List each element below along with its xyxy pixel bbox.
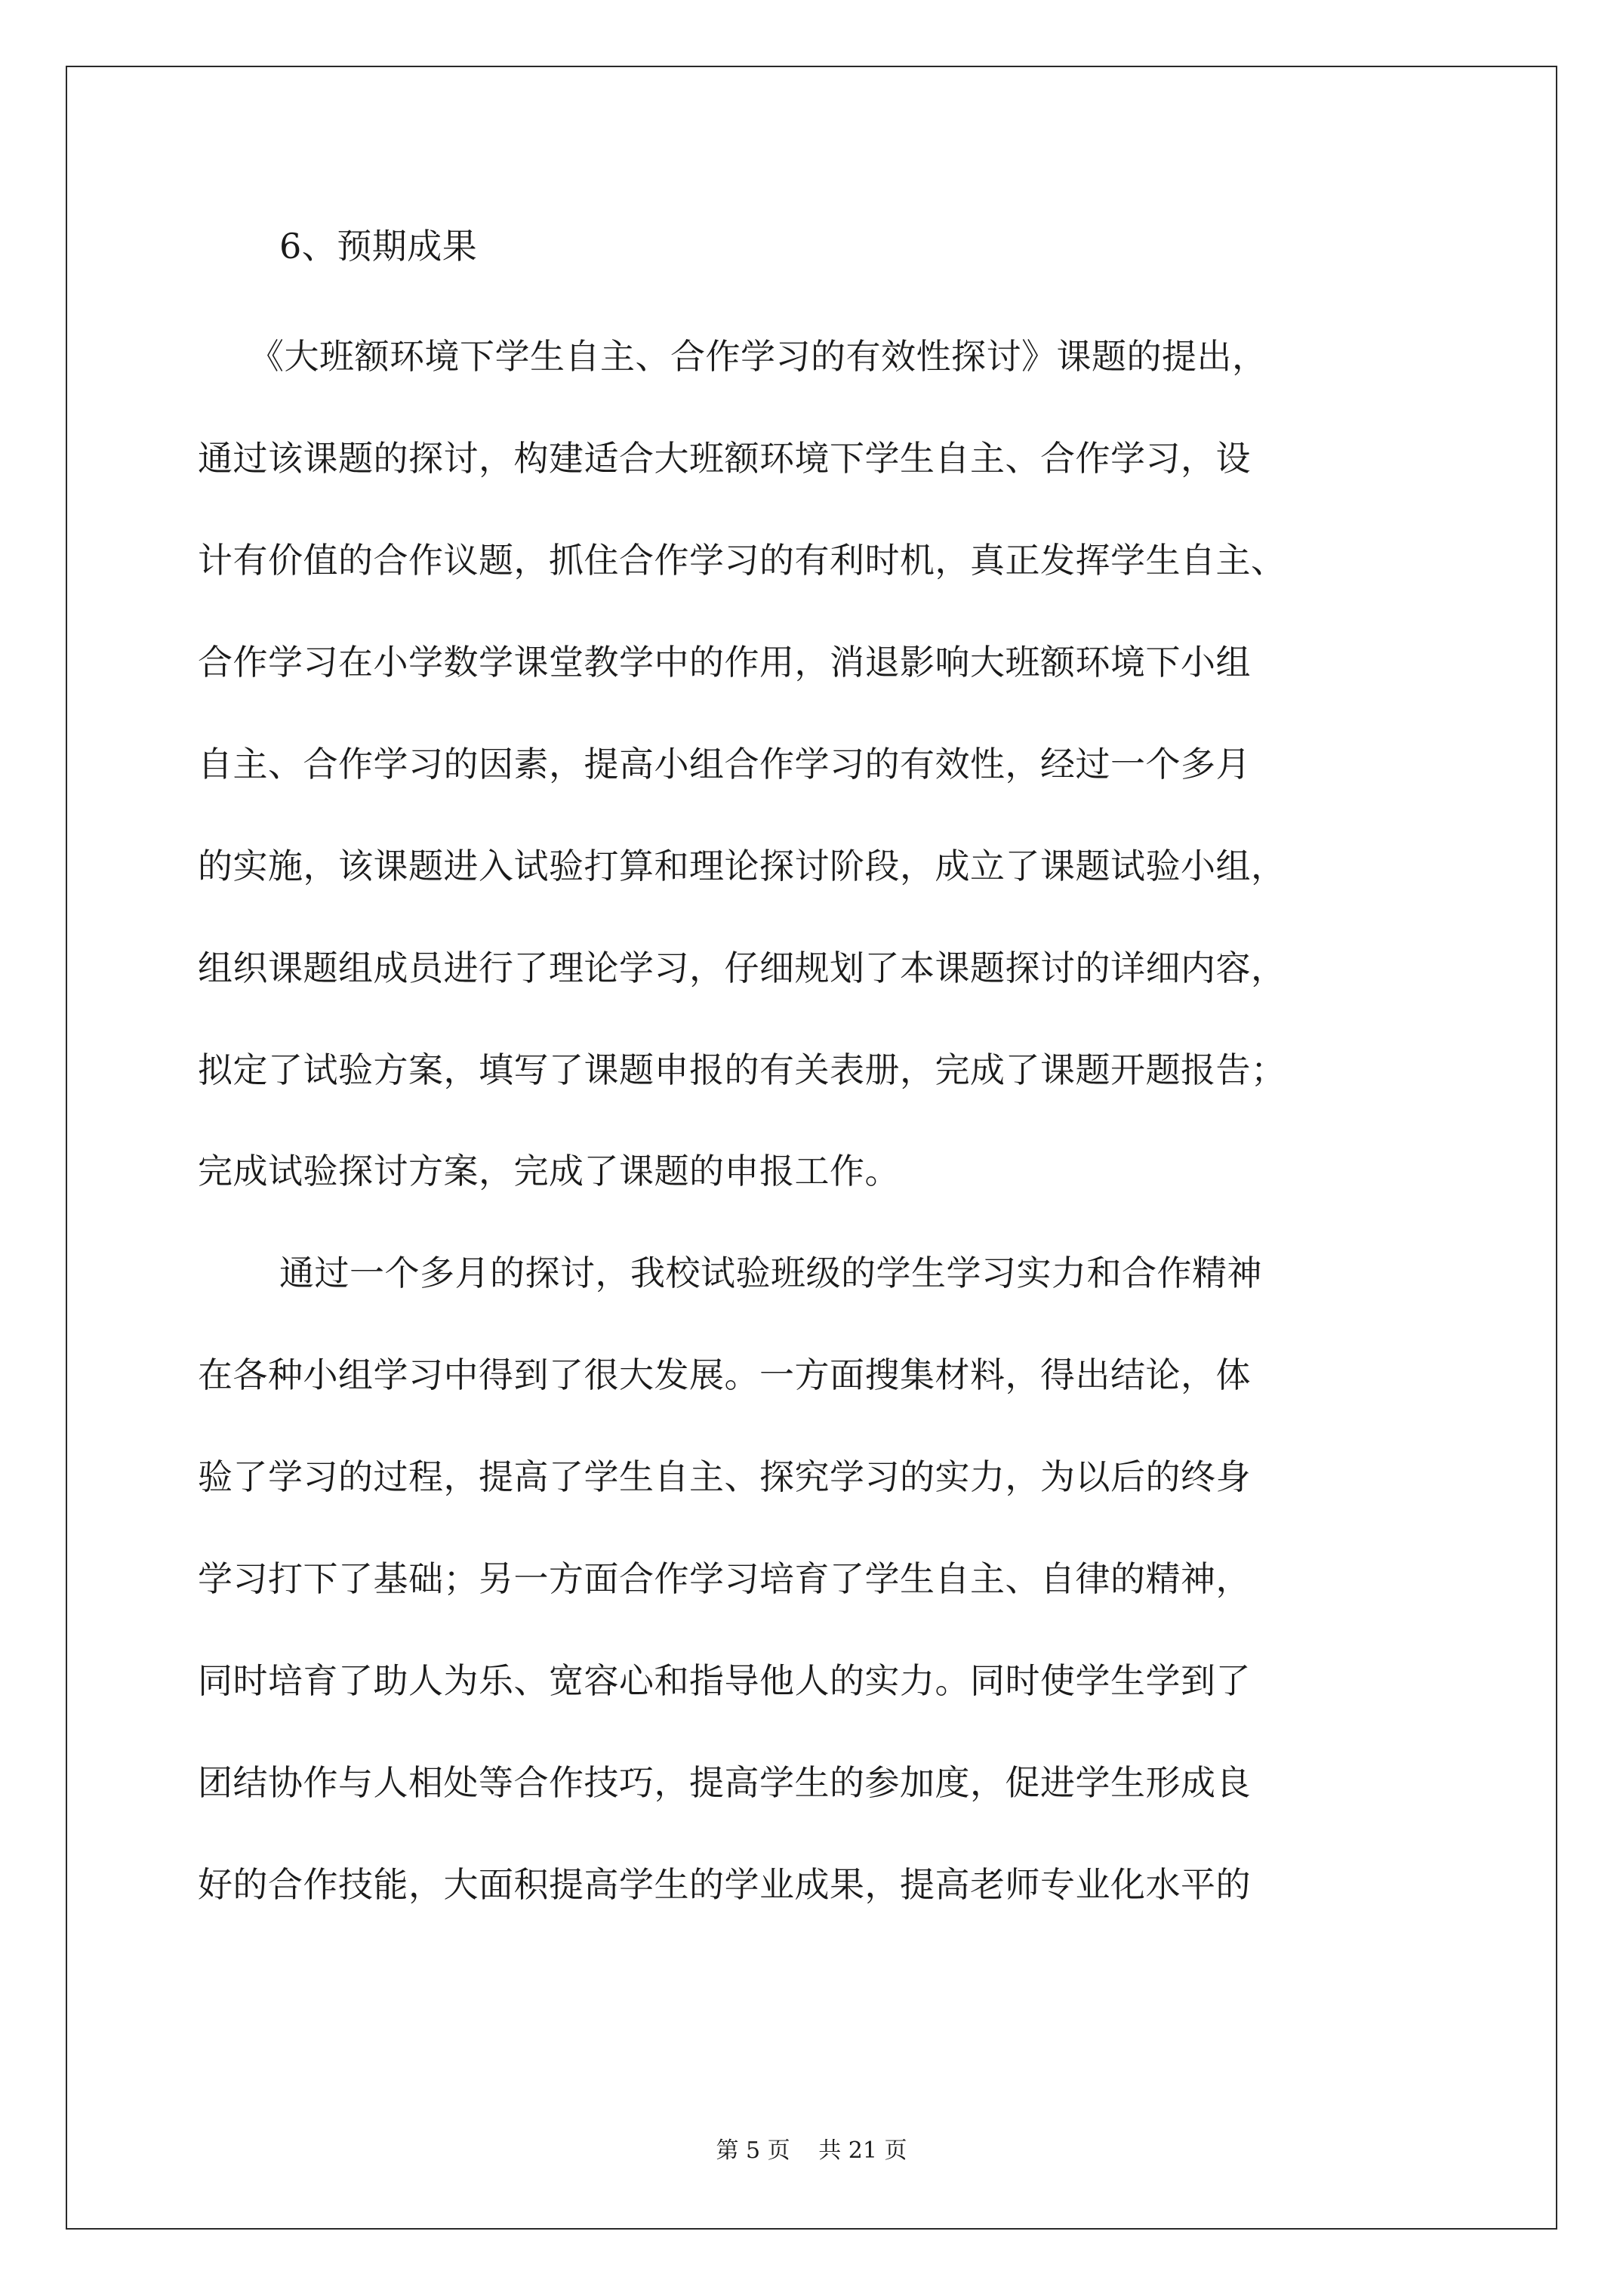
paragraph-2-line-4: 学习打下了基础；另一方面合作学习培育了学生自主、自律的精神， xyxy=(198,1558,1251,1599)
paragraph-1-line-5: 自主、合作学习的因素，提高小组合作学习的有效性，经过一个多月 xyxy=(198,744,1251,784)
paragraph-2-line-7: 好的合作技能，大面积提高学生的学业成果，提高老师专业化水平的 xyxy=(198,1864,1251,1905)
page-total: 共 21 页 xyxy=(818,2137,907,2164)
paragraph-1-line-6: 的实施，该课题进入试验打算和理论探讨阶段，成立了课题试验小组， xyxy=(198,846,1286,886)
page-footer xyxy=(0,2136,1623,2166)
section-heading: 6、预期成果 xyxy=(279,226,478,267)
page-number: 第 5 页 xyxy=(716,2137,790,2164)
paragraph-1-line-9: 完成试验探讨方案，完成了课题的申报工作。 xyxy=(198,1151,900,1191)
paragraph-1-line-7: 组织课题组成员进行了理论学习，仔细规划了本课题探讨的详细内容， xyxy=(198,948,1286,988)
paragraph-1-line-3: 计有价值的合作议题，抓住合作学习的有利时机，真正发挥学生自主、 xyxy=(198,540,1286,581)
paragraph-1-line-4: 合作学习在小学数学课堂教学中的作用，消退影响大班额环境下小组 xyxy=(198,642,1251,683)
paragraph-2-line-6: 团结协作与人相处等合作技巧，提高学生的参加度，促进学生形成良 xyxy=(198,1762,1251,1803)
paragraph-1-line-1: 《大班额环境下学生自主、合作学习的有效性探讨》课题的提出， xyxy=(249,336,1267,377)
paragraph-2-line-3: 验了学习的过程，提高了学生自主、探究学习的实力，为以后的终身 xyxy=(198,1456,1251,1497)
paragraph-2-line-1: 通过一个多月的探讨，我校试验班级的学生学习实力和合作精神 xyxy=(279,1253,1262,1293)
paragraph-1-line-8: 拟定了试验方案，填写了课题申报的有关表册，完成了课题开题报告； xyxy=(198,1049,1286,1090)
paragraph-1-line-2: 通过该课题的探讨，构建适合大班额环境下学生自主、合作学习，设 xyxy=(198,438,1251,479)
paragraph-2-line-5: 同时培育了助人为乐、宽容心和指导他人的实力。同时使学生学到了 xyxy=(198,1660,1251,1701)
paragraph-2-line-2: 在各种小组学习中得到了很大发展。一方面搜集材料，得出结论，体 xyxy=(198,1354,1251,1395)
